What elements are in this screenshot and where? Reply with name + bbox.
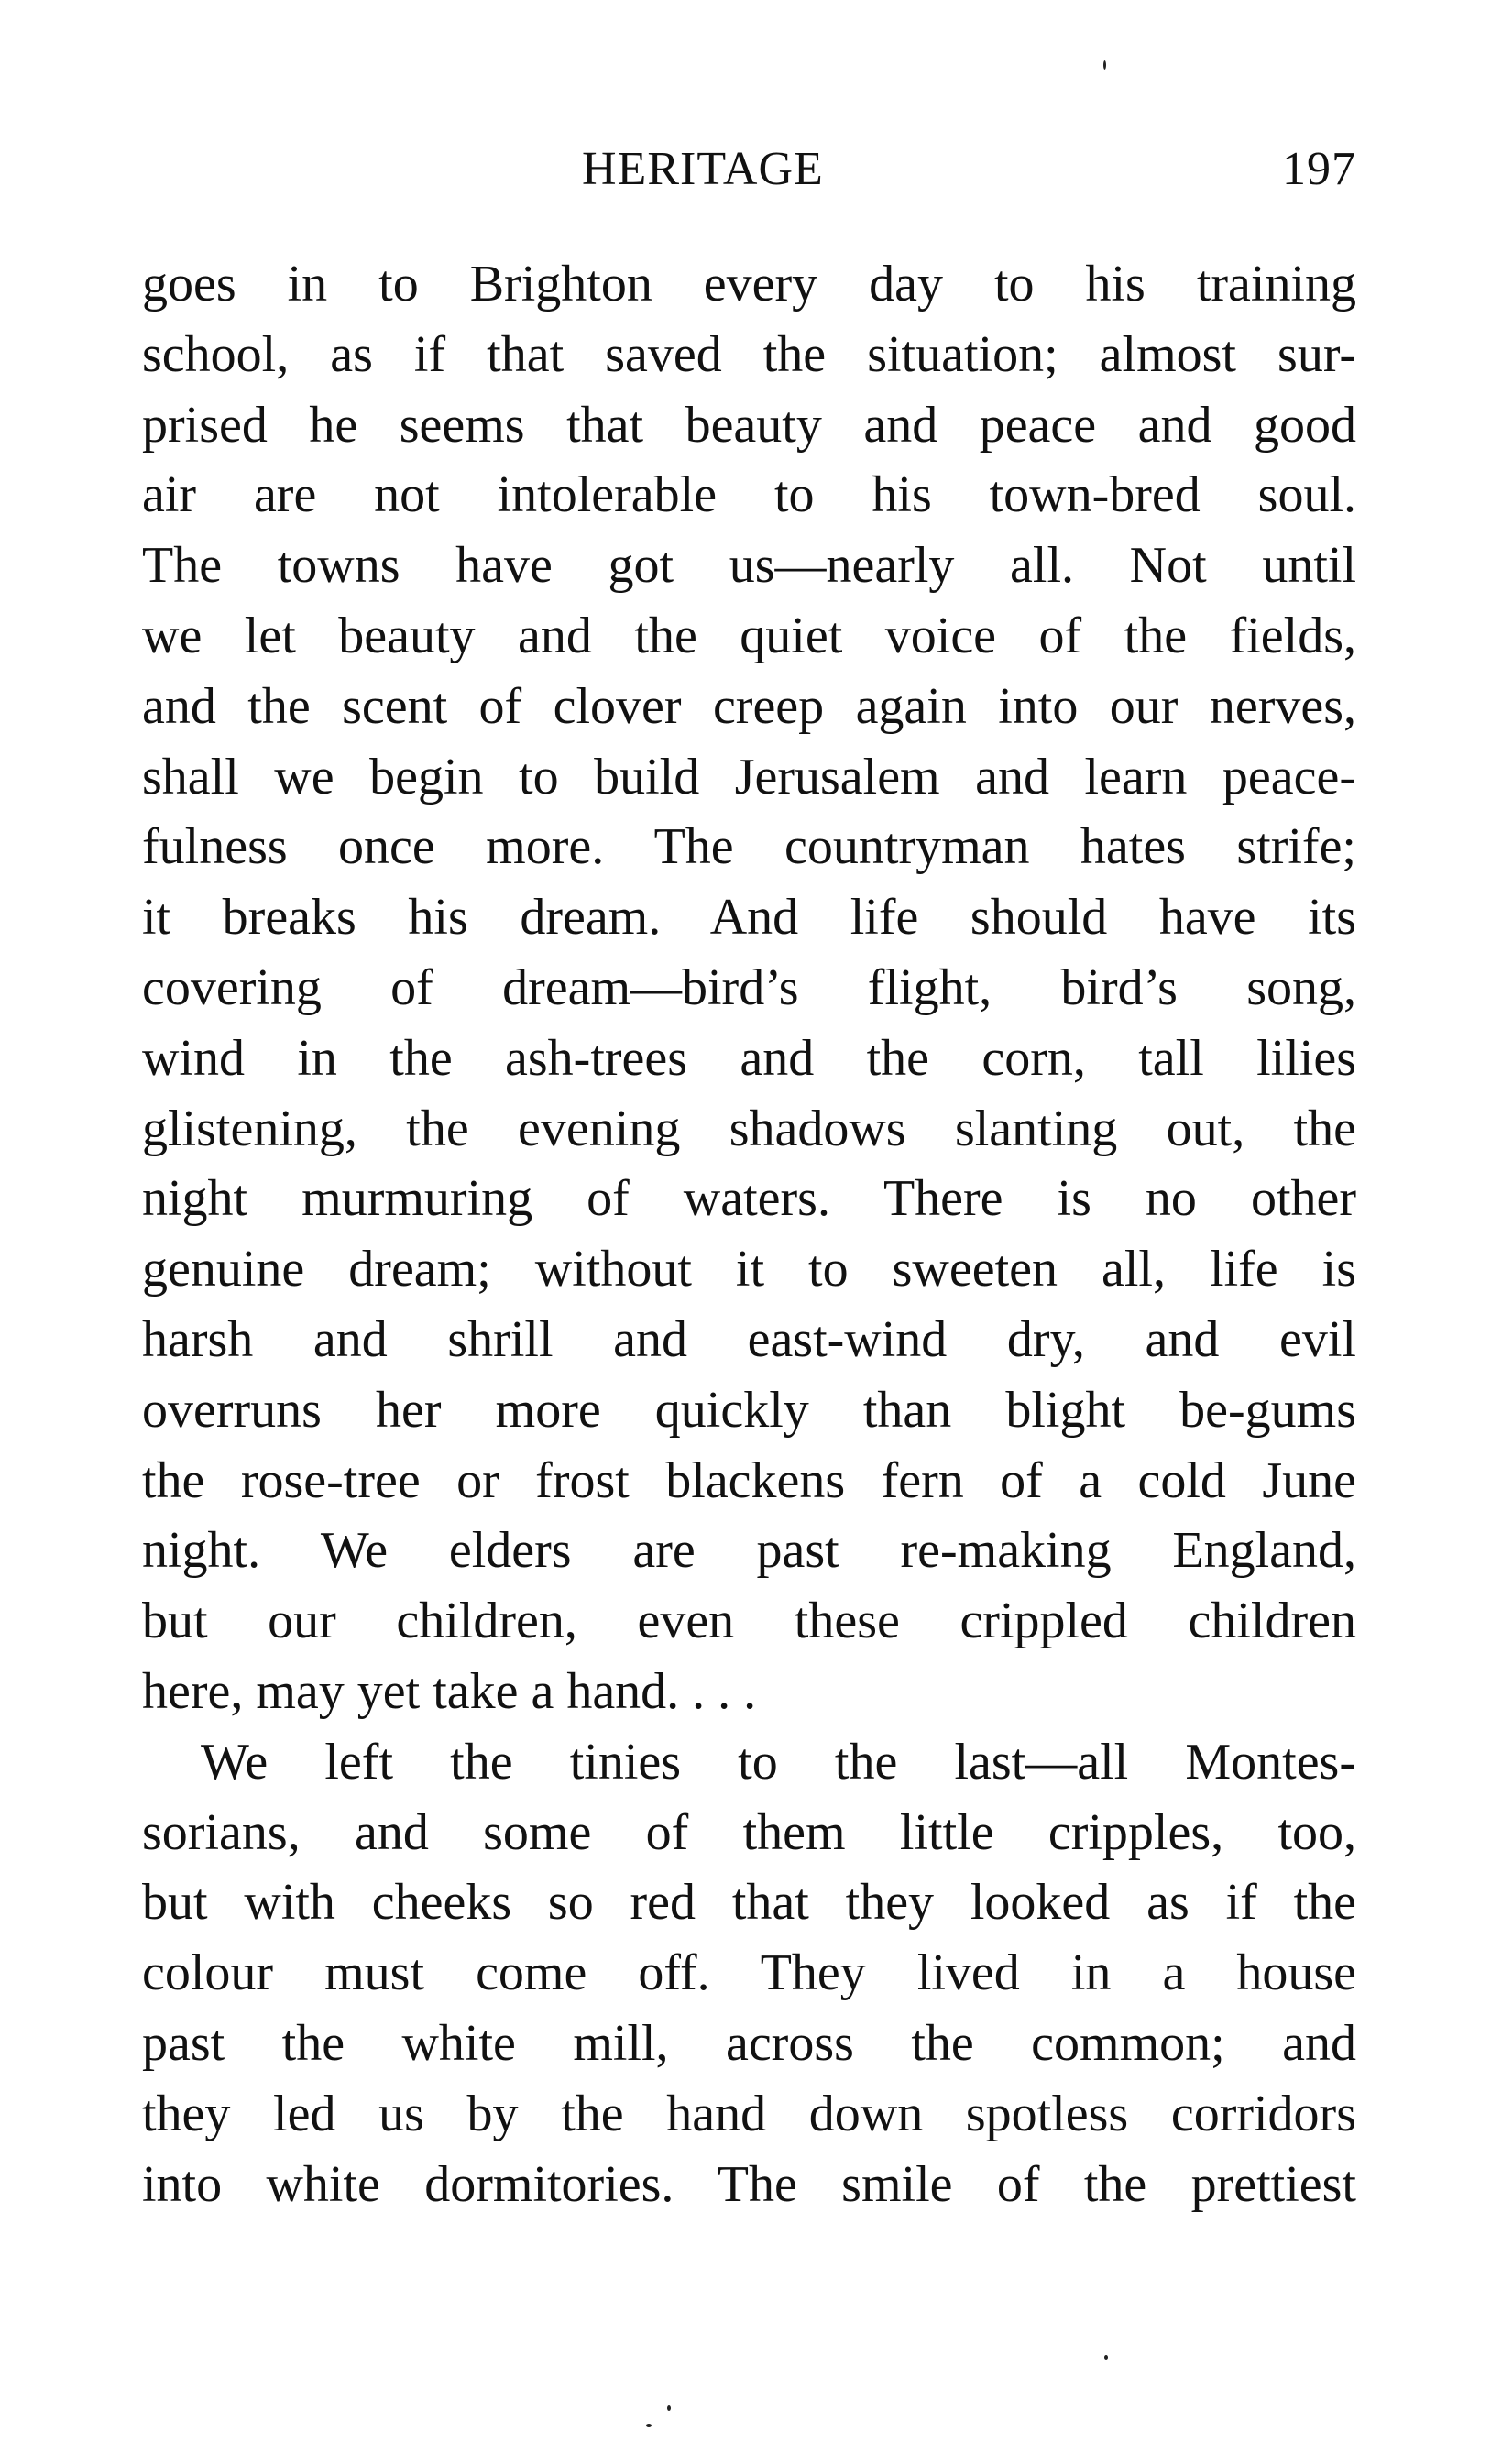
- text-line: night murmuring of waters. There is no other: [142, 1170, 1356, 1228]
- text-line: night. We elders are past re-making England,: [142, 1522, 1356, 1580]
- paragraph: [142, 1727, 1356, 2220]
- scan-speck: [667, 2405, 671, 2411]
- text-line: overruns her more quickly than blight be-gums: [142, 1381, 1356, 1439]
- text-line: covering of dream—bird’s flight, bird’s song,: [142, 958, 1356, 1016]
- text-line: and the scent of clover creep again into our nerves,: [142, 677, 1356, 735]
- paragraph: [142, 249, 1356, 1727]
- page-header: [142, 137, 1356, 202]
- text-line: genuine dream; without it to sweeten all, life is: [142, 1241, 1356, 1298]
- text-line: wind in the ash-trees and the corn, tall lilies: [142, 1029, 1356, 1087]
- scan-speck: [646, 2424, 652, 2427]
- text-line: they led us by the hand down spotless corridors: [142, 2085, 1356, 2142]
- text-line: glistening, the evening shadows slanting out, the: [142, 1100, 1356, 1157]
- text-line: The towns have got us—nearly all. Not until: [142, 537, 1356, 595]
- text-line: but our children, even these crippled children: [142, 1593, 1356, 1650]
- running-head: HERITAGE: [582, 143, 824, 195]
- text-line: fulness once more. The countryman hates strife;: [142, 818, 1356, 876]
- text-line: here, may yet take a hand. . . .: [142, 1662, 757, 1720]
- text-line: the rose-tree or frost blackens fern of a cold June: [142, 1451, 1356, 1509]
- text-line: school, as if that saved the situation; almost sur-: [142, 325, 1356, 383]
- text-line: We left the tinies to the last—all Montes-: [201, 1733, 1356, 1791]
- page-number: 197: [1282, 143, 1356, 195]
- text-line: air are not intolerable to his town-bred soul.: [142, 466, 1356, 524]
- scan-speck: [1104, 2355, 1108, 2360]
- text-line: goes in to Brighton every day to his training: [142, 256, 1356, 312]
- text-line: past the white mill, across the common; and: [142, 2014, 1356, 2072]
- body-text: [142, 249, 1356, 2219]
- text-line: into white dormitories. The smile of the prettiest: [142, 2155, 1356, 2213]
- text-line: it breaks his dream. And life should have its: [142, 889, 1356, 947]
- text-line: we let beauty and the quiet voice of the fields,: [142, 607, 1356, 664]
- text-line: harsh and shrill and east-wind dry, and evil: [142, 1310, 1356, 1368]
- text-line: shall we begin to build Jerusalem and learn peace-: [142, 748, 1356, 805]
- text-line: prised he seems that beauty and peace and good: [142, 396, 1356, 454]
- text-line: colour must come off. They lived in a house: [142, 1944, 1356, 2002]
- text-line: but with cheeks so red that they looked as if the: [142, 1874, 1356, 1932]
- text-line: sorians, and some of them little cripples, too,: [142, 1803, 1356, 1861]
- scan-speck: [1103, 60, 1106, 70]
